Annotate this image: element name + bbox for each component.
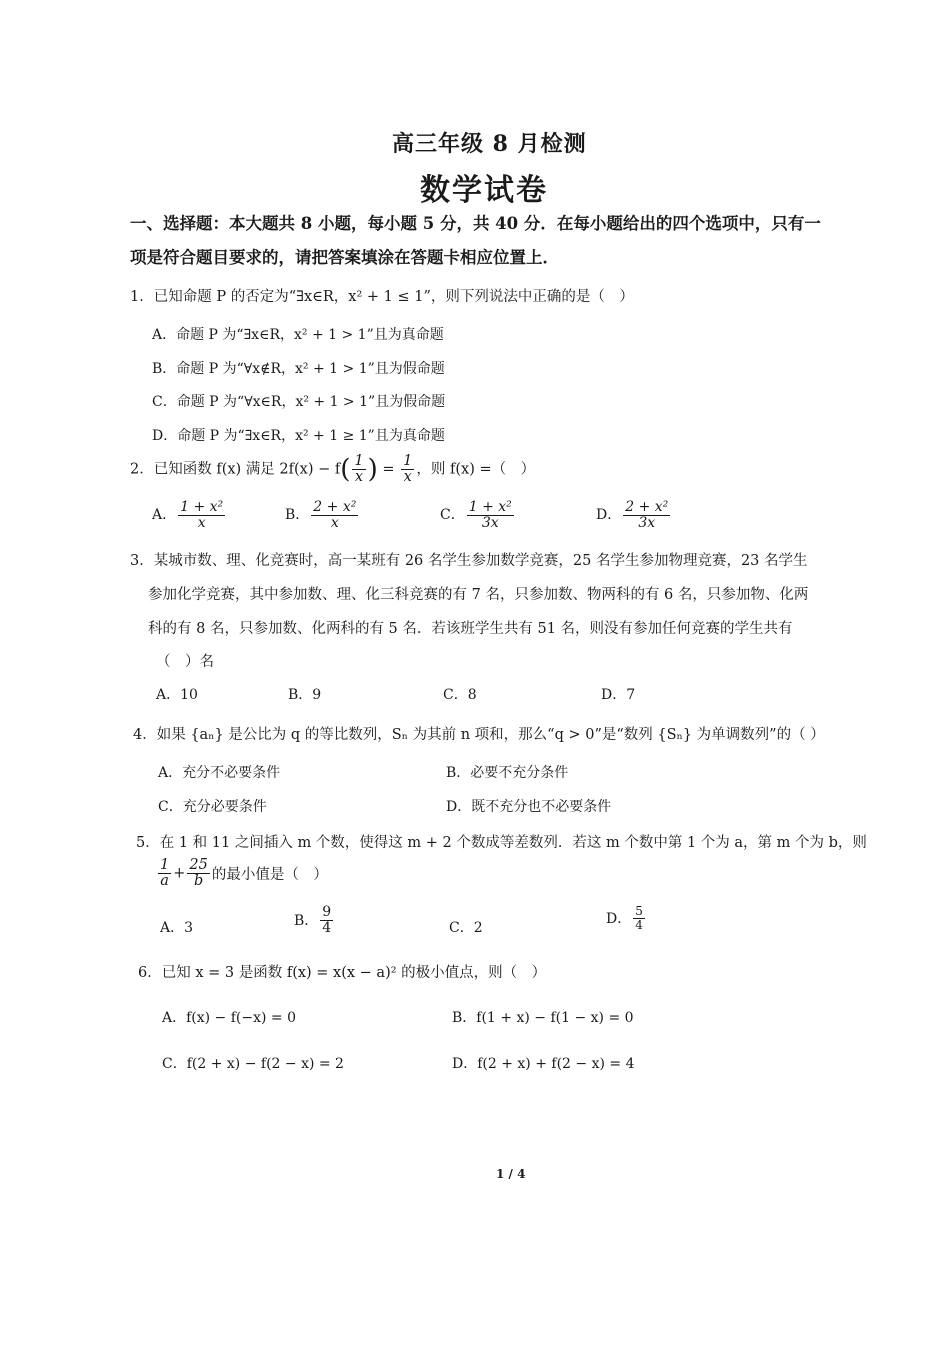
option-fraction: [311, 500, 358, 530]
question-3-line1: 3．某城市数、理、化竞赛时，高一某班有 26 名学生参加数学竞赛，25 名学生参加物理竞赛，23 名学生: [130, 553, 808, 569]
paren-open: (: [340, 454, 351, 485]
question-4-option-d: D．既不充分也不必要条件: [446, 799, 612, 815]
question-4-option-c: C．充分必要条件: [158, 799, 267, 815]
question-3-option-c: C．8: [443, 687, 477, 703]
question-2-stem: [130, 454, 535, 485]
section-instructions-line2: 项是符合题目要求的，请把答案填涂在答题卡相应位置上．: [130, 248, 559, 267]
exam-subtitle: 数学试卷: [420, 173, 548, 208]
question-2-option-b: [285, 500, 360, 530]
fraction-numerator: 1: [403, 453, 413, 469]
question-6-option-c: C．f(2 + x) − f(2 − x) = 2: [162, 1056, 344, 1072]
question-2-option-c: [440, 500, 516, 530]
question-1-option-b: B．命题 P 为“∀x∉R，x² + 1 > 1”且为假命题: [152, 361, 445, 377]
fraction-numerator: 25: [189, 857, 208, 873]
option-label: B．: [294, 913, 319, 930]
question-4-stem: 4．如果 {aₙ} 是公比为 q 的等比数列，Sₙ 为其前 n 项和，那么“q > 0”是“数列 {Sₙ} 为单调数列”的（ ）: [133, 727, 825, 743]
fraction-denominator: x: [403, 469, 412, 486]
fraction-denominator: 4: [635, 917, 643, 932]
question-2-option-a: [152, 500, 227, 530]
question-5-line1: 5．在 1 和 11 之间插入 m 个数，使得这 m + 2 个数成等差数列．若这 m 个数中第 1 个为 a，第 m 个为 b，则: [136, 835, 867, 851]
question-2-stem-start: 2．已知函数 f(x) 满足 2f(x) − f: [130, 461, 341, 478]
question-5-option-a: A．3: [160, 920, 194, 936]
fraction-numerator: 1 + x²: [468, 499, 512, 515]
question-5-line2: [156, 858, 328, 889]
question-4-option-b: B．必要不充分条件: [446, 765, 569, 781]
option-label: D．: [596, 507, 622, 524]
question-5-option-d: [606, 905, 647, 931]
fraction-numerator: 9: [322, 904, 332, 920]
question-3-option-d: D．7: [601, 687, 636, 703]
fraction-denominator: 3x: [638, 514, 656, 531]
option-label: C．: [440, 507, 465, 524]
fraction-one-over-x: [352, 454, 365, 485]
question-3-option-b: B．9: [288, 687, 322, 703]
fraction-one-over-a: [158, 858, 171, 889]
question-2-stem-end: ，则 f(x) =（ ）: [416, 461, 536, 478]
fraction-numerator: 1: [160, 857, 170, 873]
question-1-option-a: A．命题 P 为“∃x∈R，x² + 1 > 1”且为真命题: [152, 327, 444, 343]
question-1-option-d: D．命题 P 为“∃x∈R，x² + 1 ≥ 1”且为真命题: [152, 428, 445, 444]
fraction-numerator: 2 + x²: [625, 499, 669, 515]
fraction-numerator: 1: [354, 453, 364, 469]
option-label: B．: [285, 507, 310, 524]
question-6-stem: 6．已知 x = 3 是函数 f(x) = x(x − a)² 的极小值点，则（ ）: [138, 965, 547, 981]
fraction-denominator: 4: [322, 919, 332, 936]
fraction-denominator: x: [354, 469, 364, 486]
page-number: 1 / 4: [496, 1167, 526, 1181]
question-3-option-a: A．10: [156, 687, 198, 703]
question-6-option-d: D．f(2 + x) + f(2 − x) = 4: [452, 1056, 635, 1072]
paren-close: ): [367, 454, 378, 485]
fraction-numerator: 1 + x²: [180, 499, 224, 515]
option-fraction: [467, 500, 514, 530]
option-label: A．: [152, 507, 177, 524]
question-1-stem: 1．已知命题 P 的否定为“∃x∈R，x² + 1 ≤ 1”，则下列说法中正确的是（ ）: [130, 289, 634, 305]
question-6-option-b: B．f(1 + x) − f(1 − x) = 0: [452, 1010, 634, 1026]
fraction-denominator: x: [197, 514, 206, 531]
question-3-line2: 参加化学竞赛，其中参加数、理、化三科竞赛的有 7 名，只参加数、物两科的有 6 名，只参加物、化两: [148, 587, 809, 603]
question-5-option-b: [294, 905, 335, 935]
option-fraction: [623, 500, 670, 530]
fraction-denominator: 3x: [481, 514, 499, 531]
question-5-line2-tail: 的最小值是（ ）: [211, 867, 328, 884]
question-3-line4: （ ）名: [156, 654, 214, 670]
section-instructions-line1: 一、选择题：本大题共 8 小题，每小题 5 分，共 40 分．在每小题给出的四个选项中，只有一: [130, 214, 821, 233]
option-label: D．: [606, 911, 632, 928]
option-fraction: [178, 500, 225, 530]
question-4-option-a: A．充分不必要条件: [158, 765, 281, 781]
question-6-option-a: A．f(x) − f(−x) = 0: [162, 1010, 297, 1026]
exam-header-title: 高三年级 8 月检测: [392, 131, 587, 157]
question-2-option-d: [596, 500, 672, 530]
fraction-denominator: a: [160, 873, 169, 890]
question-3-line3: 科的有 8 名，只参加数、化两科的有 5 名．若该班学生共有 51 名，则没有参加任何竞赛的学生共有: [148, 621, 793, 637]
option-fraction: [633, 905, 645, 931]
question-1-option-c: C．命题 P 为“∀x∈R，x² + 1 > 1”且为假命题: [152, 394, 446, 410]
fraction-denominator: x: [330, 514, 339, 531]
question-5-option-c: C．2: [449, 920, 483, 936]
equals-sign: =: [377, 461, 400, 478]
fraction-rhs: [401, 454, 414, 485]
plus-sign: +: [173, 865, 186, 882]
fraction-numerator: 2 + x²: [313, 499, 357, 515]
fraction-25-over-b: [187, 858, 209, 889]
option-fraction: [320, 905, 333, 935]
fraction-denominator: b: [193, 873, 204, 890]
fraction-numerator: 5: [635, 904, 643, 918]
